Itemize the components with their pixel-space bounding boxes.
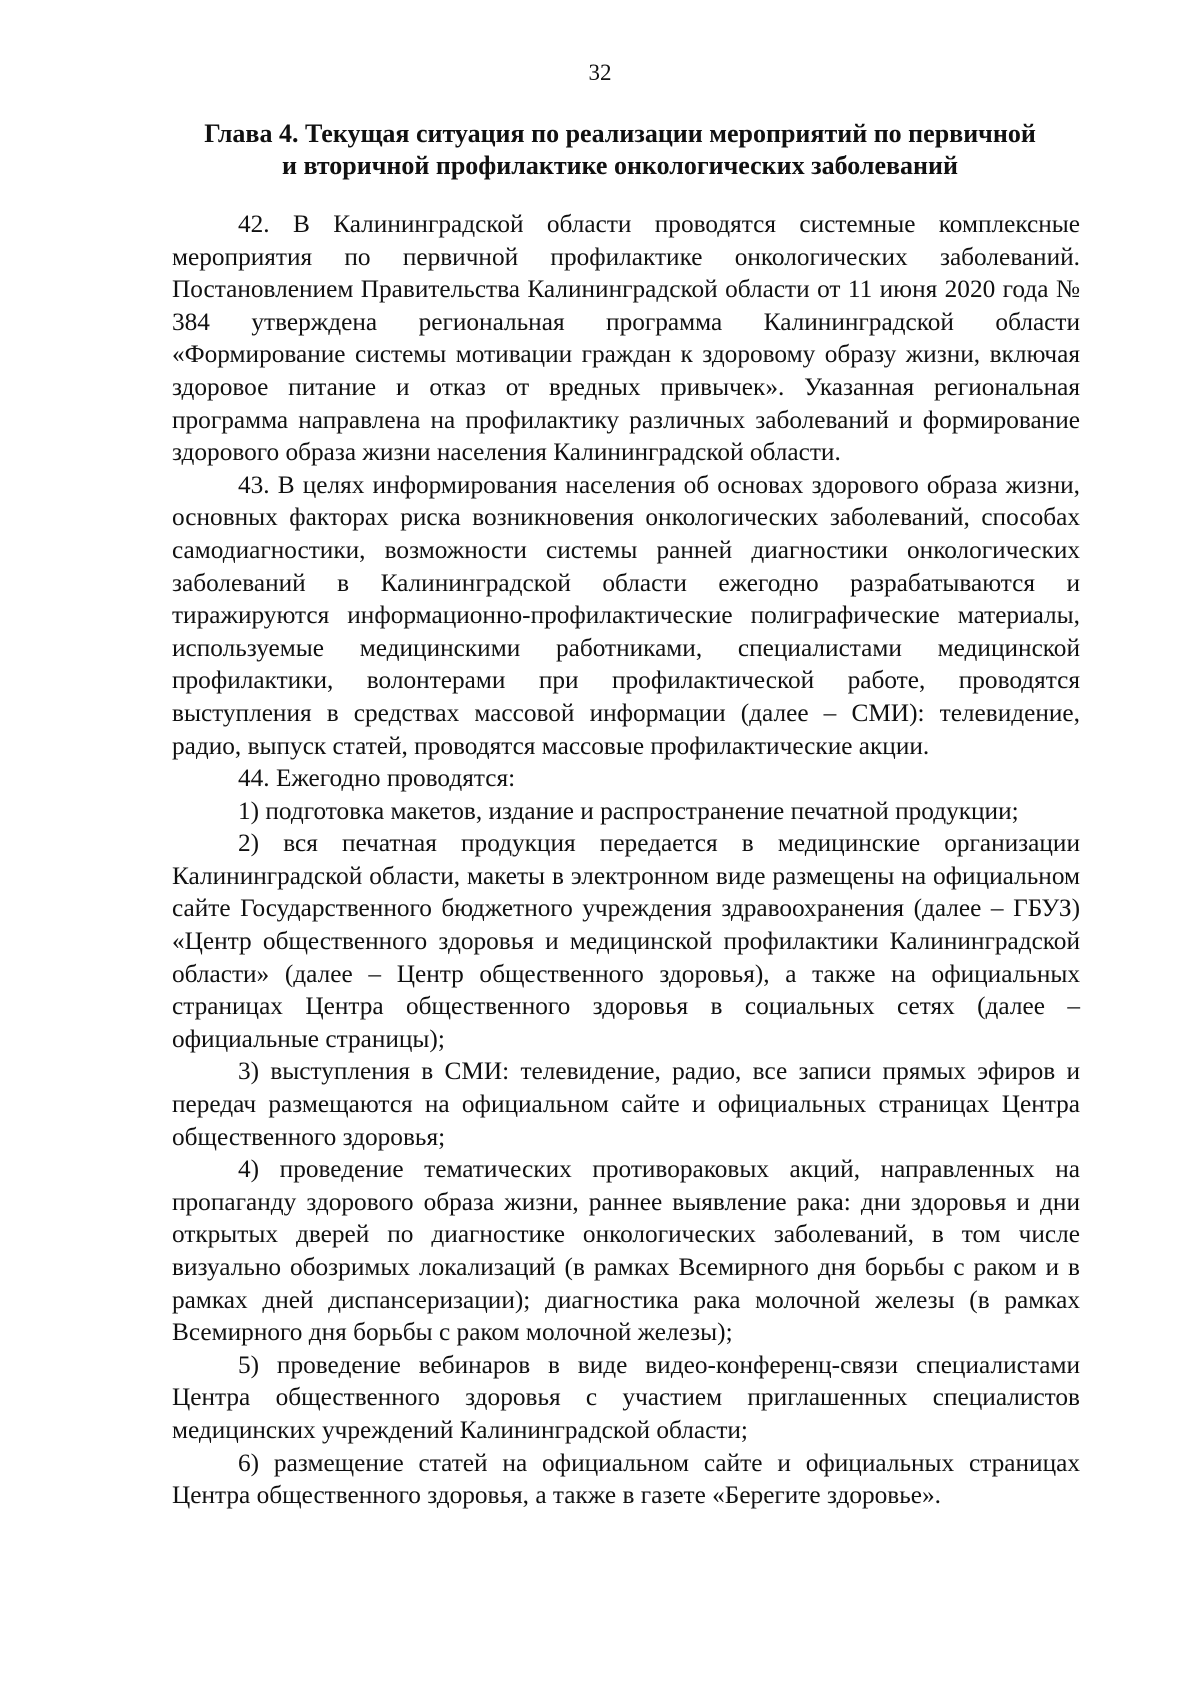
paragraph-43: 43. В целях информирования населения об основах здорового образа жизни, основных факторах риска возникновения онкологических заболеваний, способах самодиагностики, возможности системы ранней диагностики онкологических заболеваний в Калининградской области ежегодно разрабатываются и тиражируются информационно-профилактические полиграфические материалы, используемые медицинскими работниками, специалистами медицинской профилактики, волонтерами при профилактической работе, проводятся выступления в средствах массовой информации (далее – СМИ): телевидение, радио, выпуск статей, проводятся массовые профилактические акции. (172, 470, 1080, 760)
list-item-3: 3) выступления в СМИ: телевидение, радио, все записи прямых эфиров и передач размещаются на официальном сайте и официальных страницах Центра общественного здоровья; (172, 1057, 1080, 1151)
list-item-2: 2) вся печатная продукция передается в медицинские организации Калининградской области, макеты в электронном виде размещены на официальном сайте Государственного бюджетного учреждения здравоохранения (далее – ГБУЗ) «Центр общественного здоровья и медицинской профилактики Калининградской области» (далее – Центр общественного здоровья), а также на официальных страницах Центра общественного здоровья в социальных сетях (далее – официальные страницы); (172, 829, 1080, 1053)
chapter-title-line-2: и вторичной профилактике онкологических заболеваний (281, 151, 958, 180)
chapter-title (160, 118, 1080, 182)
chapter-title-line-1: Глава 4. Текущая ситуация по реализации мероприятий по первичной (204, 119, 1036, 148)
page-number: 32 (588, 60, 612, 85)
list-item-4: 4) проведение тематических противораковых акций, направленных на пропаганду здорового образа жизни, раннее выявление рака: дни здоровья и дни открытых дверей по диагностике онкологических заболеваний, в том числе визуально обозримых локализаций (в рамках Всемирного дня борьбы с раком и в рамках дней диспансеризации); диагностика рака молочной железы (в рамках Всемирного дня борьбы с раком молочной железы); (172, 1155, 1080, 1347)
list-item-1: 1) подготовка макетов, издание и распространение печатной продукции; (238, 796, 1019, 825)
list-item-6: 6) размещение статей на официальном сайте и официальных страницах Центра общественного здоровья, а также в газете «Берегите здоровье». (172, 1448, 1080, 1510)
list-item-5: 5) проведение вебинаров в виде видео-конференц-связи специалистами Центра общественного здоровья с участием приглашенных специалистов медицинских учреждений Калининградской области; (172, 1350, 1080, 1444)
paragraph-44: 44. Ежегодно проводятся: (238, 764, 516, 793)
document-body (172, 208, 1080, 1512)
paragraph-42: 42. В Калининградской области проводятся системные комплексные мероприятия по первичной профилактике онкологических заболеваний. Постановлением Правительства Калининградской области от 11 июня 2020 года № 384 утверждена региональная программа Калининградской области «Формирование системы мотивации граждан к здоровому образу жизни, включая здоровое питание и отказ от вредных привычек». Указанная региональная программа направлена на профилактику различных заболеваний и формирование здорового образа жизни населения Калининградской области. (172, 210, 1080, 467)
